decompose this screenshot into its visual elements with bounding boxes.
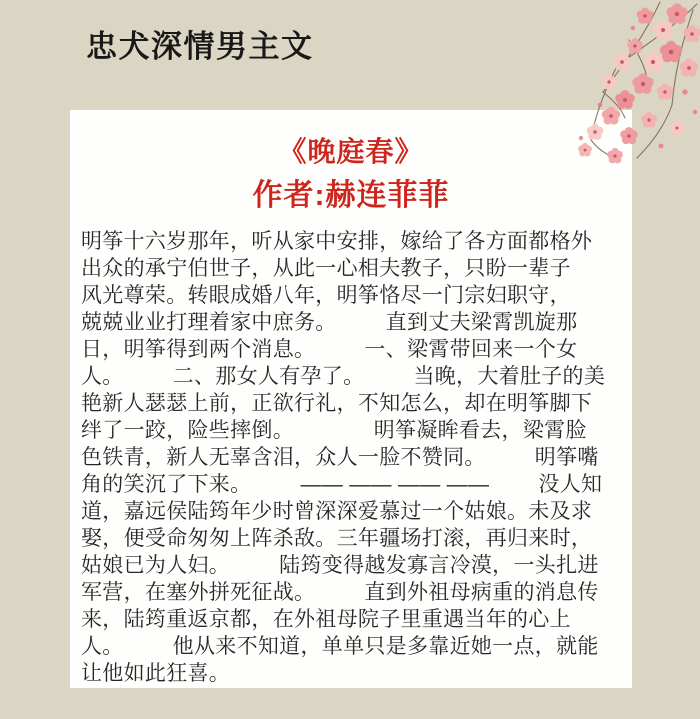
body-line: 绊了一跤，险些摔倒。 明筝凝眸看去，梁霄脸 [81,419,587,442]
body-line: 艳新人瑟瑟上前，正欲行礼，不知怎么，却在明筝脚下 [81,392,593,415]
body-line: 娶，便受命匆匆上阵杀敌。三年疆场打滚，再归来时， [81,527,593,550]
book-card [70,110,632,688]
body-line: 来，陆筠重返京都，在外祖母院子里重遇当年的心上 [81,608,571,631]
body-line: 人。 二、那女人有孕了。 当晚，大着肚子的美 [81,365,606,388]
body-line: 出众的承宁伯世子，从此一心相夫教子，只盼一辈子 [81,257,571,280]
body-line: 姑娘已为人妇。 陆筠变得越发寡言冷漠，一头扎进 [81,554,599,577]
page-title: 忠犬深情男主文 [86,29,314,64]
body-line: 道，嘉远侯陆筠年少时曾深深爱慕过一个姑娘。未及求 [81,500,593,523]
body-line: 让他如此狂喜。 [81,662,231,685]
body-line: 兢兢业业打理着家中庶务。 直到丈夫梁霄凯旋那 [81,311,578,334]
body-line: 风光尊荣。转眼成婚八年，明筝恪尽一门宗妇职守， [81,284,571,307]
body-line: 明筝十六岁那年，听从家中安排，嫁给了各方面都格外 [81,230,593,253]
book-title: 《晚庭春》 [278,136,424,167]
body-line: 日，明筝得到两个消息。 一、梁霄带回来一个女 [81,338,578,361]
body-line: 军营，在塞外拼死征战。 直到外祖母病重的消息传 [81,581,599,604]
body-line: 色铁青，新人无辜含泪，众人一脸不赞同。 明筝嘴 [81,446,599,469]
author-line: 作者:赫连菲菲 [252,179,450,212]
body-line: 人。 他从来不知道，单单只是多靠近她一点，就能 [81,635,599,658]
synopsis-text [81,228,621,687]
body-line: 角的笑沉了下来。 —— —— —— —— 没人知 [81,473,603,496]
